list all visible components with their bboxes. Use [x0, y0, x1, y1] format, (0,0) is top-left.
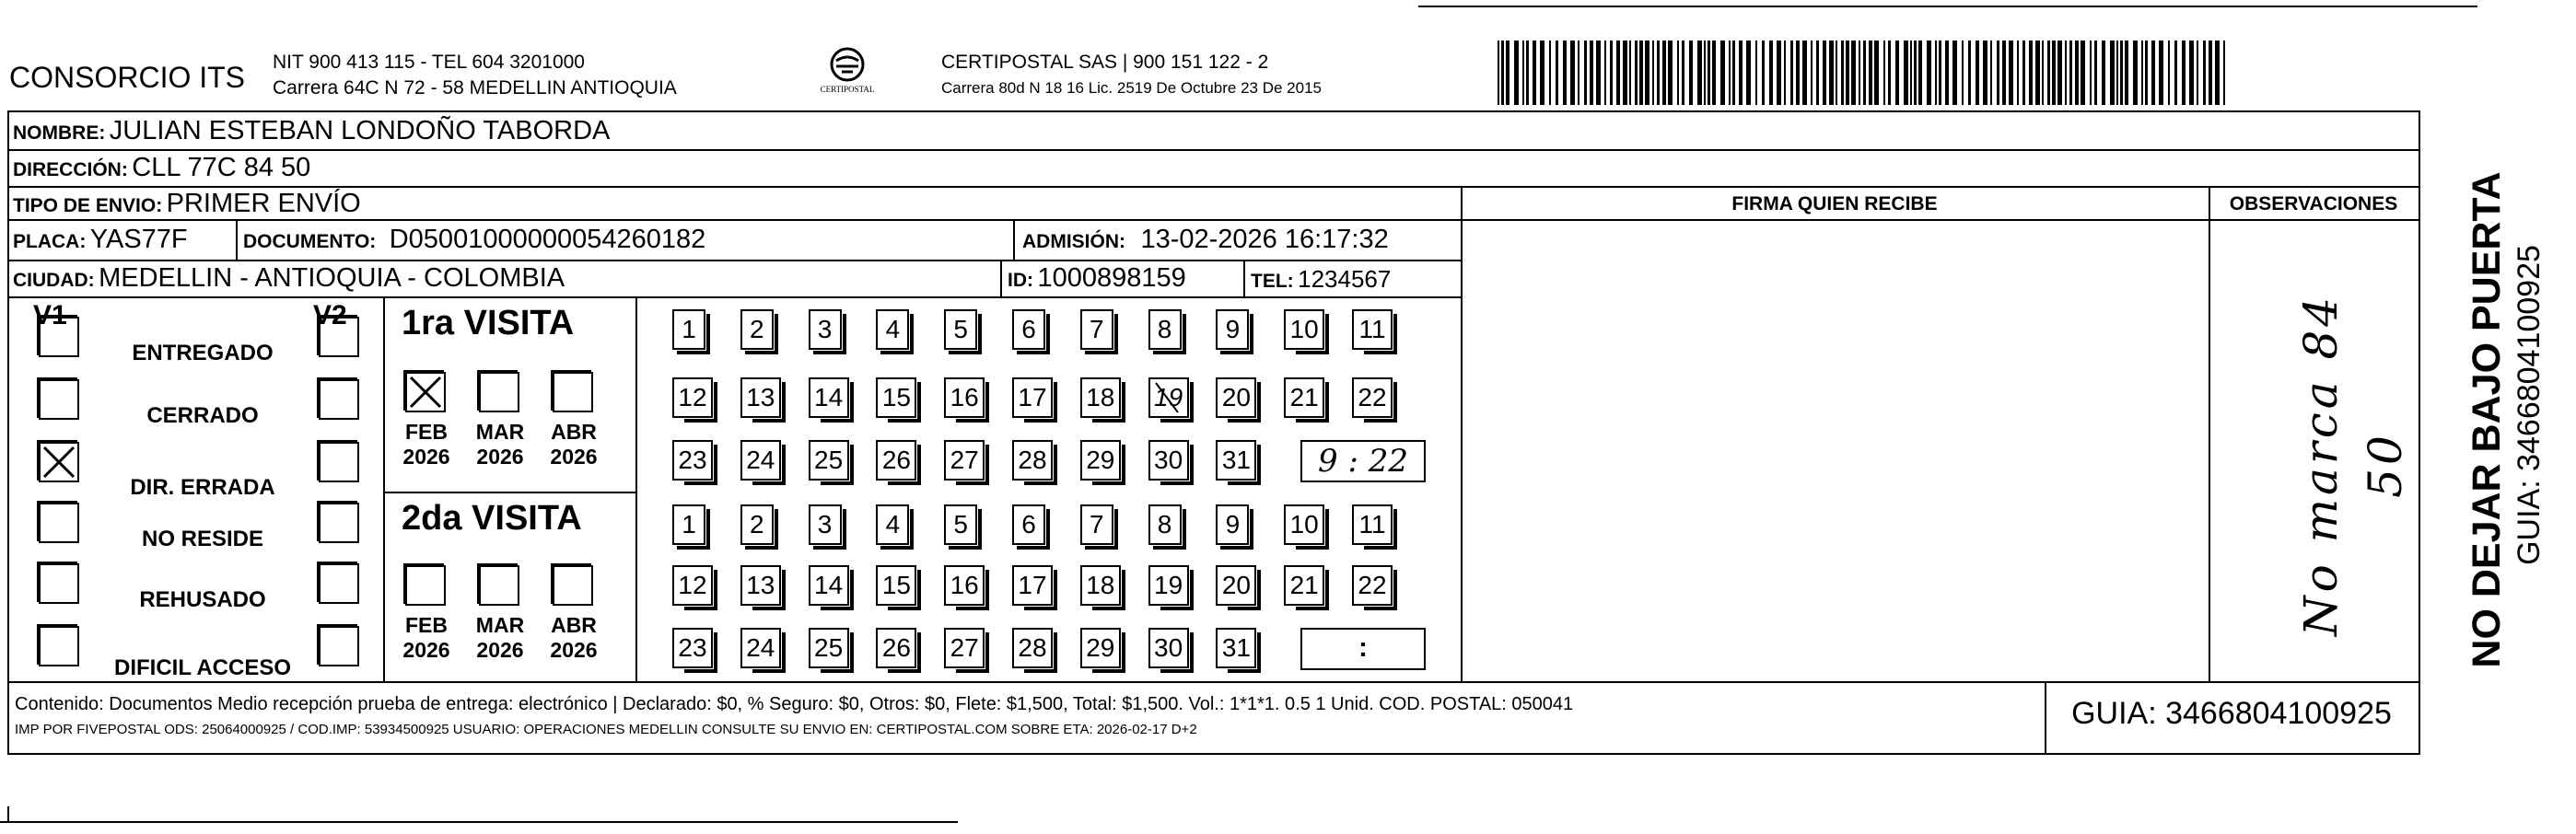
nombre-label: NOMBRE: [13, 122, 106, 144]
month-year: 2026 [476, 638, 524, 662]
barcode-bar [2189, 41, 2194, 105]
barcode-bar [1712, 41, 1716, 105]
barcode-bar [1869, 41, 1872, 105]
barcode-bar [1823, 41, 1826, 105]
month-year: 2026 [550, 638, 598, 662]
barcode-bar [2075, 41, 2079, 105]
month-name: MAR [475, 420, 525, 444]
barcode-bar [2174, 41, 2177, 105]
barcode-bar [2090, 41, 2092, 105]
barcode-bar [1549, 41, 1551, 105]
barcode-bar [2141, 41, 2143, 105]
tipo-label: TIPO DE ENVIO: [13, 195, 163, 216]
barcode-bar [1501, 41, 1504, 105]
month-year: 2026 [476, 445, 524, 469]
top-edge-line [1418, 6, 2477, 7]
barcode-bar [2094, 41, 2097, 105]
barcode-bar [2065, 41, 2067, 105]
day-box[interactable]: 18 [1080, 377, 1121, 418]
barcode-bar [2209, 41, 2212, 105]
day-box[interactable]: 11 [1352, 504, 1393, 545]
month-checkbox[interactable] [479, 372, 519, 412]
day-box[interactable]: 2 [740, 504, 774, 545]
day-box[interactable]: 24 [740, 440, 781, 481]
barcode-bar [1635, 41, 1638, 105]
barcode-bar [1755, 41, 1757, 105]
barcode-bar [1556, 41, 1558, 105]
v1-label: V1 [33, 300, 67, 330]
ciudad-label: CIUDAD: [13, 270, 95, 291]
day-box[interactable]: 11 [1352, 309, 1393, 350]
month-label [542, 613, 606, 663]
admision-row [1022, 225, 1389, 255]
visit-2-time: : [1358, 632, 1368, 663]
barcode-bar [1816, 41, 1819, 105]
day-box[interactable]: 21 [1284, 377, 1324, 418]
tel-row [1251, 265, 1391, 294]
barcode-bar [2002, 41, 2006, 105]
visit-1-time-box[interactable] [1300, 440, 1426, 482]
visit-1-title: 1ra VISITA [402, 304, 575, 342]
barcode-bar [1522, 41, 1524, 105]
carrier-line-1: CERTIPOSTAL SAS | 900 151 122 - 2 [941, 52, 1269, 73]
tel-value: 1234567 [1298, 265, 1392, 293]
day-box[interactable]: 27 [944, 440, 985, 481]
logo-text: CERTIPOSTAL [820, 85, 875, 94]
barcode-bar [2047, 41, 2050, 105]
month-label [394, 613, 459, 663]
v2-label: V2 [313, 300, 347, 330]
day-box[interactable]: 3 [809, 309, 842, 350]
day-box[interactable]: 8 [1148, 504, 1182, 545]
day-box[interactable]: 18 [1080, 565, 1121, 606]
month-name: ABR [551, 613, 597, 637]
barcode-bar [1708, 41, 1710, 105]
nombre-row [13, 116, 610, 146]
status-option-label: CERRADO [146, 403, 259, 428]
barcode-bar [1590, 41, 1593, 105]
company-name: CONSORCIO ITS [9, 61, 246, 94]
side-guia: GUIA: 3466804100925 [2512, 245, 2547, 565]
day-box[interactable]: 6 [1012, 504, 1045, 545]
barcode-bar [1540, 41, 1544, 105]
day-box[interactable]: 7 [1080, 309, 1113, 350]
barcode-bar [1596, 41, 1601, 105]
documento-value: D05001000000054260182 [389, 225, 706, 254]
day-box[interactable]: 23 [672, 628, 713, 668]
barcode-bar [2151, 41, 2155, 105]
barcode-bar [1689, 41, 1693, 105]
day-box[interactable]: 4 [876, 309, 909, 350]
month-label [468, 613, 532, 663]
month-checkbox[interactable] [553, 372, 593, 412]
barcode-bar [1729, 41, 1731, 105]
ciudad-value: MEDELLIN - ANTIOQUIA - COLOMBIA [99, 263, 565, 293]
barcode-bar [1997, 41, 1999, 105]
day-box[interactable]: 28 [1012, 628, 1053, 668]
day-box[interactable]: 8 [1148, 309, 1182, 350]
barcode-bar [2145, 41, 2148, 105]
day-box[interactable]: 14 [809, 565, 849, 606]
day-box[interactable]: 29 [1080, 440, 1121, 481]
day-box[interactable]: 25 [809, 628, 849, 668]
barcode-bar [1739, 41, 1743, 105]
barcode-bar [1829, 41, 1834, 105]
id-value: 1000898159 [1037, 263, 1186, 293]
month-label [394, 420, 459, 469]
day-box[interactable]: 31 [1216, 628, 1256, 668]
day-box[interactable]: 9 [1216, 504, 1249, 545]
barcode-bar [1968, 41, 1971, 105]
day-box[interactable]: 7 [1080, 504, 1113, 545]
day-box[interactable]: 17 [1012, 565, 1053, 606]
barcode-bar [1939, 41, 1941, 105]
barcode-bar [2116, 41, 2118, 105]
barcode-bar [2215, 41, 2220, 105]
barcode-bar [1895, 41, 1899, 105]
documento-row [243, 225, 705, 255]
barcode-bar [1935, 41, 1937, 105]
day-box[interactable]: 13 [740, 565, 781, 606]
barcode-bar [2029, 41, 2033, 105]
day-box[interactable]: 6 [1012, 309, 1045, 350]
day-box[interactable]: 12 [672, 565, 713, 606]
barcode-bar [2182, 41, 2186, 105]
day-box[interactable]: 22 [1352, 377, 1393, 418]
day-box[interactable]: 12 [672, 377, 713, 418]
barcode-bar [1732, 41, 1735, 105]
barcode-bar [1668, 41, 1673, 105]
month-year: 2026 [402, 638, 450, 662]
month-name: ABR [551, 420, 597, 444]
barcode-bar [1910, 41, 1912, 105]
status-option-label: ENTREGADO [132, 341, 274, 365]
v1-checkbox[interactable] [39, 317, 79, 357]
barcode-bar [2159, 41, 2163, 105]
barcode-bar [1652, 41, 1654, 105]
carrier-line-2: Carrera 80d N 18 16 Lic. 2519 De Octubre 23 De 2015 [941, 79, 1322, 97]
barcode-bar [1746, 41, 1751, 105]
barcode-bar [1914, 41, 1917, 105]
barcode-bar [2102, 41, 2105, 105]
visit-1-time: 9 : 22 [1318, 443, 1408, 480]
nombre-value: JULIAN ESTEBAN LONDOÑO TABORDA [109, 116, 611, 145]
barcode-bar [1657, 41, 1660, 105]
barcode-bar [1851, 41, 1856, 105]
admision-label: ADMISIÓN: [1022, 231, 1125, 252]
visit-2-title: 2da VISITA [402, 499, 582, 538]
v2-checkbox[interactable] [319, 317, 359, 357]
barcode-bar [1990, 41, 1992, 105]
barcode-bar [2069, 41, 2072, 105]
barcode-bar [2009, 41, 2013, 105]
v2-checkbox[interactable] [319, 626, 359, 666]
placa-value: YAS77F [89, 225, 188, 254]
day-box[interactable]: 19 [1148, 377, 1189, 418]
barcode-bar [1704, 41, 1706, 105]
barcode-bar [1874, 41, 1879, 105]
month-checkbox[interactable] [479, 565, 519, 606]
day-box[interactable]: 14 [809, 377, 849, 418]
day-box[interactable]: 15 [876, 565, 916, 606]
day-box[interactable]: 30 [1148, 440, 1189, 481]
barcode-bar [2203, 41, 2206, 105]
month-name: FEB [405, 420, 448, 444]
month-checkbox[interactable] [405, 372, 446, 412]
tel-label: TEL: [1251, 271, 1294, 292]
barcode [1498, 41, 2231, 105]
barcode-bar [1506, 41, 1509, 105]
barcode-bar [1983, 41, 1987, 105]
month-year: 2026 [550, 445, 598, 469]
barcode-bar [2223, 41, 2225, 105]
barcode-bar [1697, 41, 1702, 105]
certipostal-logo [810, 46, 884, 101]
month-name: MAR [475, 613, 525, 637]
direccion-row [13, 153, 310, 183]
barcode-bar [2125, 41, 2128, 105]
footer-line-1: Contenido: Documentos Medio recepción prueba de entrega: electrónico | Declarado: $0, % Seguro: $0, Otros: $0, Flete: $1,500, Total: $1,500. Vol.: 1*1*1. 0.5 1 Unid. COD. POSTAL: 050041 [15, 694, 1574, 714]
status-option-label: DIR. ERRADA [130, 475, 275, 500]
barcode-bar [1720, 41, 1725, 105]
v1-checkbox[interactable] [39, 442, 79, 482]
barcode-bar [1584, 41, 1587, 105]
barcode-bar [1616, 41, 1620, 105]
side-title: NO DEJAR BAJO PUERTA [2465, 171, 2509, 668]
month-year: 2026 [402, 445, 450, 469]
barcode-bar [1570, 41, 1575, 105]
barcode-bar [1790, 41, 1793, 105]
barcode-bar [1883, 41, 1885, 105]
day-box[interactable]: 15 [876, 377, 916, 418]
barcode-bar [2110, 41, 2115, 105]
v2-checkbox[interactable] [319, 379, 359, 420]
day-box[interactable]: 10 [1284, 504, 1324, 545]
month-checkbox[interactable] [553, 565, 593, 606]
barcode-bar [1498, 41, 1499, 105]
status-option-label: REHUSADO [139, 587, 266, 612]
barcode-bar [1952, 41, 1957, 105]
barcode-bar [1888, 41, 1891, 105]
day-box[interactable]: 17 [1012, 377, 1053, 418]
v1-checkbox[interactable] [39, 379, 79, 420]
day-box[interactable]: 4 [876, 504, 909, 545]
firma-label: FIRMA QUIEN RECIBE [1731, 193, 1938, 214]
barcode-bar [2197, 41, 2198, 105]
barcode-bar [1927, 41, 1931, 105]
day-box[interactable]: 5 [944, 309, 977, 350]
day-box[interactable]: 26 [876, 628, 916, 668]
admision-value: 13-02-2026 16:17:32 [1140, 225, 1389, 254]
day-box[interactable]: 20 [1216, 377, 1256, 418]
barcode-bar [1604, 41, 1606, 105]
status-option-label: NO RESIDE [141, 527, 264, 551]
day-box[interactable]: 28 [1012, 440, 1053, 481]
day-box[interactable]: 29 [1080, 628, 1121, 668]
day-box[interactable]: 1 [672, 309, 705, 350]
barcode-bar [1526, 41, 1529, 105]
barcode-bar [1863, 41, 1866, 105]
day-box[interactable]: 3 [809, 504, 842, 545]
footer-guia: GUIA: 3466804100925 [2071, 696, 2392, 731]
company-line-2: Carrera 64C N 72 - 58 MEDELLIN ANTIOQUIA [273, 77, 677, 98]
day-box[interactable]: 10 [1284, 309, 1324, 350]
barcode-bar [1629, 41, 1631, 105]
barcode-bar [1859, 41, 1860, 105]
barcode-bar [2052, 41, 2056, 105]
handwritten-note: No marca 84 50 [2294, 293, 2412, 637]
barcode-bar [1841, 41, 1844, 105]
barcode-bar [1945, 41, 1949, 105]
bottom-edge-tick [7, 806, 9, 823]
day-box[interactable]: 27 [944, 628, 985, 668]
barcode-bar [1514, 41, 1519, 105]
day-box[interactable]: 2 [740, 309, 774, 350]
month-checkbox[interactable] [405, 565, 446, 606]
barcode-bar [1533, 41, 1536, 105]
day-box[interactable]: 24 [740, 628, 781, 668]
barcode-bar [1904, 41, 1908, 105]
day-box[interactable]: 25 [809, 440, 849, 481]
status-option-label: DIFICIL ACCESO [113, 655, 291, 680]
barcode-bar [1563, 41, 1567, 105]
day-box[interactable]: 21 [1284, 565, 1324, 606]
barcode-bar [1777, 41, 1781, 105]
observaciones-label: OBSERVACIONES [2229, 193, 2398, 214]
id-row [1008, 263, 1186, 294]
placa-row [13, 225, 188, 255]
barcode-bar [1811, 41, 1813, 105]
day-box[interactable]: 13 [740, 377, 781, 418]
day-box[interactable]: 26 [876, 440, 916, 481]
day-box[interactable]: 19 [1148, 565, 1189, 606]
barcode-bar [1962, 41, 1964, 105]
day-box[interactable]: 9 [1216, 309, 1249, 350]
day-box[interactable]: 5 [944, 504, 977, 545]
barcode-bar [2035, 41, 2040, 105]
day-box[interactable]: 20 [1216, 565, 1256, 606]
direccion-label: DIRECCIÓN: [13, 159, 128, 180]
barcode-bar [1802, 41, 1807, 105]
tipo-row [13, 189, 361, 219]
day-box[interactable]: 30 [1148, 628, 1189, 668]
ciudad-row [13, 263, 565, 294]
visit-2-time-box[interactable] [1300, 628, 1426, 670]
barcode-bar [1662, 41, 1666, 105]
placa-label: PLACA: [13, 231, 87, 252]
barcode-bar [1682, 41, 1684, 105]
barcode-bar [2022, 41, 2025, 105]
barcode-bar [2042, 41, 2044, 105]
barcode-bar [1623, 41, 1627, 105]
v1-checkbox[interactable] [39, 563, 79, 604]
v2-checkbox[interactable] [319, 442, 359, 482]
barcode-bar [2057, 41, 2062, 105]
barcode-bar [1976, 41, 1979, 105]
day-box[interactable]: 22 [1352, 565, 1393, 606]
month-label [468, 420, 532, 469]
barcode-bar [1918, 41, 1922, 105]
day-box[interactable]: 1 [672, 504, 705, 545]
company-line-1: NIT 900 413 115 - TEL 604 3201000 [273, 52, 585, 73]
direccion-value: CLL 77C 84 50 [132, 153, 311, 182]
barcode-bar [2017, 41, 2019, 105]
day-box[interactable]: 23 [672, 440, 713, 481]
barcode-bar [1610, 41, 1613, 105]
barcode-bar [1762, 41, 1765, 105]
day-box[interactable]: 16 [944, 565, 985, 606]
barcode-bar [1796, 41, 1800, 105]
barcode-bar [1645, 41, 1649, 105]
day-box[interactable]: 16 [944, 377, 985, 418]
barcode-bar [1677, 41, 1679, 105]
barcode-bar [1836, 41, 1837, 105]
tipo-value: PRIMER ENVÍO [166, 189, 361, 218]
month-name: FEB [405, 613, 448, 637]
v1-checkbox[interactable] [39, 503, 79, 543]
bottom-edge-line [0, 821, 958, 823]
v2-checkbox[interactable] [319, 503, 359, 543]
barcode-bar [2081, 41, 2085, 105]
barcode-bar [1769, 41, 1773, 105]
barcode-bar [2120, 41, 2123, 105]
v1-checkbox[interactable] [39, 626, 79, 666]
barcode-bar [1784, 41, 1786, 105]
barcode-bar [1578, 41, 1579, 105]
id-label: ID: [1008, 270, 1033, 291]
barcode-bar [2133, 41, 2138, 105]
documento-label: DOCUMENTO: [243, 231, 377, 252]
barcode-bar [1639, 41, 1643, 105]
v2-checkbox[interactable] [319, 563, 359, 604]
barcode-bar [1846, 41, 1849, 105]
month-label [542, 420, 606, 469]
barcode-bar [2168, 41, 2170, 105]
footer-line-2: IMP POR FIVEPOSTAL ODS: 25064000925 / COD.IMP: 53934500925 USUARIO: OPERACIONES MEDELLIN CONSULTE SU ENVIO EN: CERTIPOSTAL.COM SOBRE ETA: 2026-02-17 D+2 [15, 722, 1197, 737]
day-box[interactable]: 31 [1216, 440, 1256, 481]
